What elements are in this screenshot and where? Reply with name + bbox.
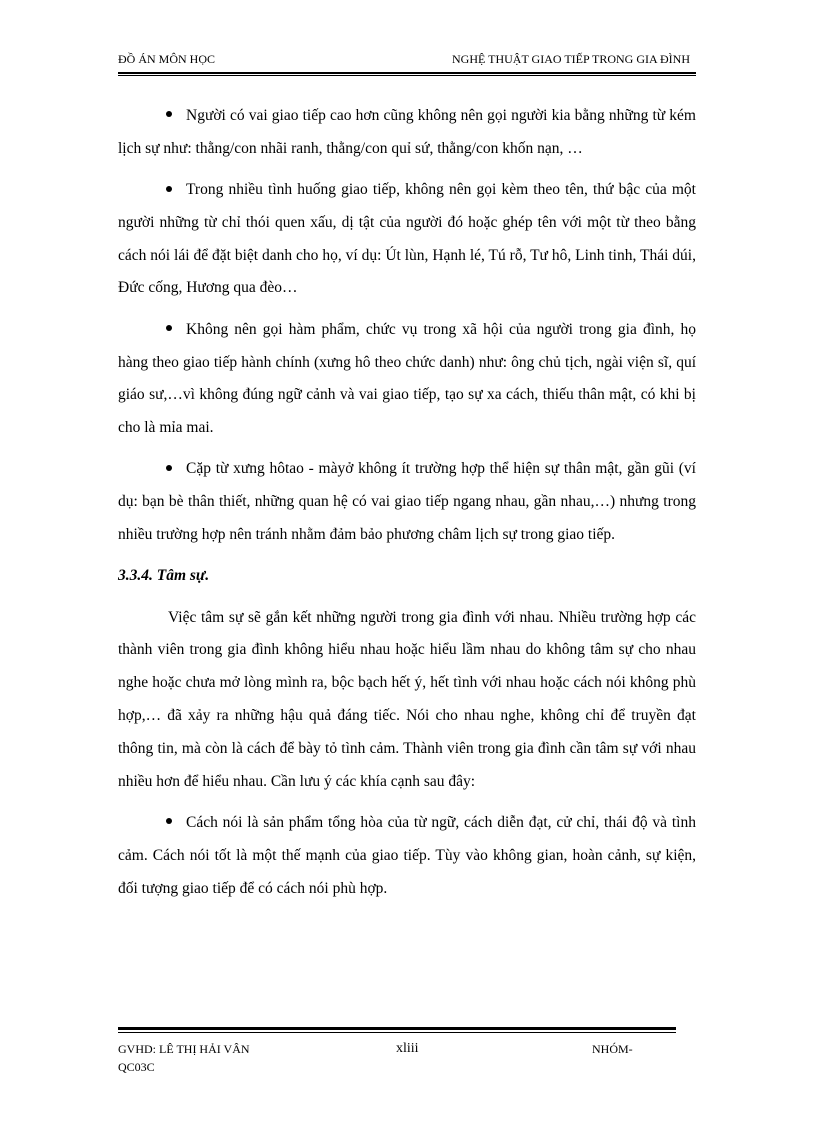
bullet-paragraph xyxy=(118,807,696,905)
header-course-title: ĐỒ ÁN MÔN HỌC xyxy=(118,52,216,66)
bullet-paragraph xyxy=(118,453,696,551)
bullet-dot-icon xyxy=(166,186,172,192)
header-document-title: NGHỆ THUẬT GIAO TIẾP TRONG GIA ĐÌNH xyxy=(452,52,690,66)
bullet-dot-icon xyxy=(166,111,172,117)
bullet-dot-icon xyxy=(166,465,172,471)
footer-rule-thin xyxy=(118,1032,676,1033)
section-paragraph: Việc tâm sự sẽ gắn kết những người trong gia đình với nhau. Nhiều trường hợp các thành viên trong gia đình không hiểu nhau hoặc hiểu lầm nhau do không tâm sự cho nhau nghe hoặc chưa mở lòng mình ra, bộc bạch hết ý, hết tình với nhau hoặc cách nói không phù hợp,… đã xảy ra những hậu quả đáng tiếc. Nói cho nhau nghe, không chỉ để truyền đạt thông tin, mà còn là cách để bày tỏ tình cảm. Thành viên trong gia đình cần tâm sự với nhau nhiều hơn để hiểu nhau. Cần lưu ý các khía cạnh sau đây: xyxy=(118,608,696,790)
bullet-text: Cách nói là sản phẩm tổng hòa của từ ngữ, cách diễn đạt, cử chỉ, thái độ và tình cảm. Cách nói tốt là một thế mạnh của giao tiếp. Tùy vào không gian, hoàn cảnh, sự kiện, đối tượng giao tiếp để có cách nói phù hợp. xyxy=(118,813,696,897)
bullet-dot-icon xyxy=(166,325,172,331)
footer-instructor xyxy=(118,1040,318,1076)
footer-instructor-name: GVHD: LÊ THỊ HẢI VÂN xyxy=(118,1042,250,1056)
bullet-text: Trong nhiều tình huống giao tiếp, không nên gọi kèm theo tên, thứ bậc của một người những từ chỉ thói quen xấu, dị tật của người đó hoặc ghép tên với một từ theo bằng cách nói lái để đặt biệt danh cho họ, ví dụ: Út lùn, Hạnh lé, Tú rỗ, Tư hô, Linh tinh, Thái dúi, Đức cống, Hương qua đèo… xyxy=(118,181,696,297)
page-number: xliii xyxy=(396,1041,419,1056)
bullet-text: Không nên gọi hàm phẩm, chức vụ trong xã hội của người trong gia đình, họ hàng theo giao tiếp hành chính (xưng hô theo chức danh) như: ông chủ tịch, ngài viện sĩ, quí giáo sư,…vì không đúng ngữ cảnh và vai giao tiếp, tạo sự xa cách, thiếu thân mật, có khi bị cho là mỉa mai. xyxy=(118,320,696,437)
footer-class-code: QC03C xyxy=(118,1060,155,1074)
bullet-dot-icon xyxy=(166,818,172,824)
footer-group: NHÓM- xyxy=(592,1042,633,1056)
header-rule-thin xyxy=(118,75,696,76)
page-body xyxy=(118,100,696,914)
header-rule xyxy=(118,72,696,74)
bullet-paragraph xyxy=(118,174,696,305)
bullet-text: Cặp từ xưng hôtao - màyở không ít trường hợp thể hiện sự thân mật, gần gũi (ví dụ: bạn bè thân thiết, những quan hệ có vai giao tiếp ngang nhau, gần nhau,…) nhưng trong nhiều trường hợp nên tránh nhằm đảm bảo phương châm lịch sự trong giao tiếp. xyxy=(118,460,696,544)
bullet-paragraph xyxy=(118,100,696,166)
footer-rule-thick xyxy=(118,1027,676,1030)
page-header xyxy=(118,52,694,72)
section-heading: 3.3.4. Tâm sự. xyxy=(118,567,210,585)
bullet-paragraph xyxy=(118,314,696,445)
bullet-text: Người có vai giao tiếp cao hơn cũng không nên gọi người kia bằng những từ kém lịch sự như: thằng/con nhãi ranh, thằng/con quỉ sứ, thằng/con khốn nạn, … xyxy=(118,107,696,157)
